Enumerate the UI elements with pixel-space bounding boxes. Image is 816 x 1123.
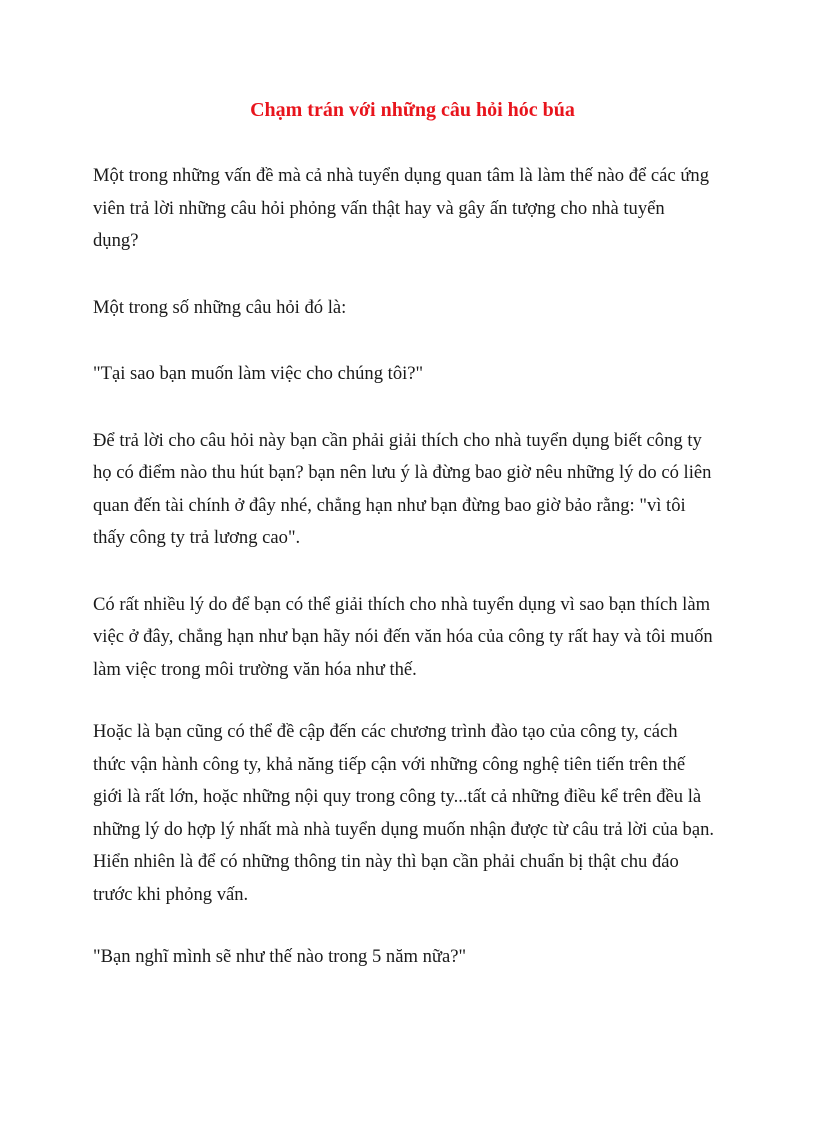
text-line: Một trong số những câu hỏi đó là: bbox=[93, 296, 347, 318]
text-line: Một trong những vấn đề mà cả nhà tuyển dụng quan tâm là làm thế nào để các ứng bbox=[93, 165, 710, 186]
text-line: việc ở đây, chẳng hạn như bạn hãy nói đến văn hóa của công ty rất hay và tôi muốn bbox=[93, 626, 713, 647]
text-line: trước khi phỏng vấn. bbox=[93, 883, 249, 905]
paragraph-answer-one bbox=[93, 425, 726, 555]
text-line: làm việc trong môi trường văn hóa như thế. bbox=[93, 658, 417, 680]
text-line: Hoặc là bạn cũng có thể đề cập đến các chương trình đào tạo của công ty, cách bbox=[93, 721, 678, 742]
text-line: quan đến tài chính ở đây nhé, chẳng hạn như bạn đừng bao giờ bảo rằng: "vì tôi bbox=[93, 494, 686, 516]
paragraph-intro bbox=[93, 160, 726, 258]
text-line: giới là rất lớn, hoặc những nội quy trong công ty...tất cả những điều kể trên đều là bbox=[93, 786, 702, 807]
text-line: "Tại sao bạn muốn làm việc cho chúng tôi?" bbox=[93, 363, 424, 384]
text-line: Để trả lời cho câu hỏi này bạn cần phải giải thích cho nhà tuyển dụng biết công ty bbox=[93, 429, 702, 451]
paragraph-lead-in bbox=[93, 292, 726, 325]
document-title: Chạm trán với những câu hỏi hóc búa bbox=[250, 99, 575, 121]
text-line: thấy công ty trả lương cao". bbox=[93, 527, 301, 548]
text-line: họ có điểm nào thu hút bạn? bạn nên lưu ý là đừng bao giờ nêu những lý do có liên bbox=[93, 462, 712, 483]
question-two bbox=[93, 941, 726, 974]
text-line: Có rất nhiều lý do để bạn có thể giải thích cho nhà tuyển dụng vì sao bạn thích làm bbox=[93, 593, 711, 615]
text-line: thức vận hành công ty, khả năng tiếp cận với những công nghệ tiên tiến trên thế bbox=[93, 753, 686, 775]
paragraph-reasons bbox=[93, 589, 726, 687]
question-one bbox=[93, 358, 726, 391]
text-line: "Bạn nghĩ mình sẽ như thế nào trong 5 năm nữa?" bbox=[93, 946, 467, 967]
text-line: những lý do hợp lý nhất mà nhà tuyển dụng muốn nhận được từ câu trả lời của bạn. bbox=[93, 818, 715, 840]
text-line: Hiển nhiên là để có những thông tin này thì bạn cần phải chuẩn bị thật chu đáo bbox=[93, 851, 679, 872]
text-line: viên trả lời những câu hỏi phỏng vấn thật hay và gây ấn tượng cho nhà tuyển bbox=[93, 197, 665, 219]
paragraph-alternatives bbox=[93, 716, 726, 911]
text-line: dụng? bbox=[93, 230, 139, 251]
